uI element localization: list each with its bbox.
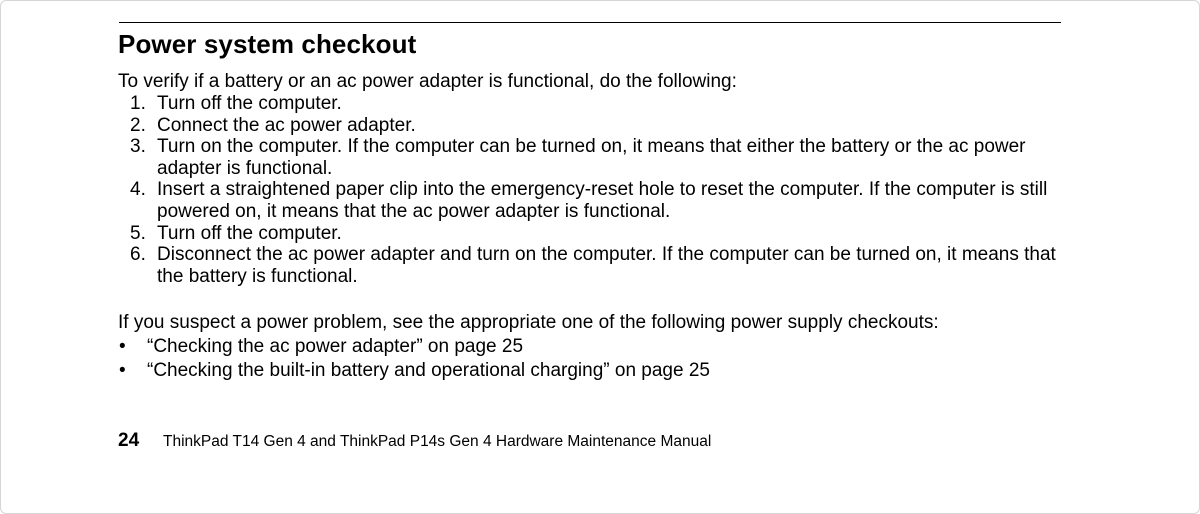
manual-title: ThinkPad T14 Gen 4 and ThinkPad P14s Gen 4 Hardware Maintenance Manual	[163, 433, 712, 450]
step-number: 1.	[130, 93, 146, 114]
suspect-paragraph: If you suspect a power problem, see the appropriate one of the following power supply checkouts:	[118, 312, 939, 333]
step-number: 5.	[130, 222, 146, 244]
step-item	[118, 244, 1068, 287]
checkout-reference: “Checking the built-in battery and operational charging” on page 25	[147, 360, 710, 381]
step-text: Disconnect the ac power adapter and turn on the computer. If the computer can be turned on, it means that the battery is functional.	[157, 244, 1056, 287]
step-item	[118, 223, 1068, 245]
list-item	[118, 335, 710, 359]
bullet-icon: •	[119, 336, 126, 357]
step-item	[118, 93, 1068, 115]
step-text: Turn on the computer. If the computer can be turned on, it means that either the battery or the ac power adapter is functional.	[157, 136, 1026, 179]
step-item	[118, 115, 1068, 137]
page-number: 24	[118, 430, 140, 451]
step-number: 6.	[130, 244, 146, 266]
intro-paragraph: To verify if a battery or an ac power adapter is functional, do the following:	[118, 71, 737, 92]
checkout-reference: “Checking the ac power adapter” on page 25	[147, 336, 524, 357]
step-text: Turn off the computer.	[157, 93, 342, 114]
step-number: 2.	[130, 114, 146, 136]
checkout-links-list	[118, 335, 710, 383]
step-item	[118, 136, 1068, 179]
step-text: Connect the ac power adapter.	[157, 114, 416, 136]
step-item	[118, 179, 1068, 222]
step-number: 3.	[130, 136, 146, 158]
bullet-icon: •	[119, 360, 126, 381]
steps-list	[118, 93, 1068, 287]
step-text: Turn off the computer.	[157, 222, 342, 244]
header-rule	[119, 22, 1061, 23]
step-text: Insert a straightened paper clip into the emergency-reset hole to reset the computer. If the computer is still powered on, it means that the ac power adapter is functional.	[157, 179, 1048, 222]
section-heading: Power system checkout	[118, 29, 417, 59]
step-number: 4.	[130, 179, 146, 201]
list-item	[118, 359, 710, 383]
